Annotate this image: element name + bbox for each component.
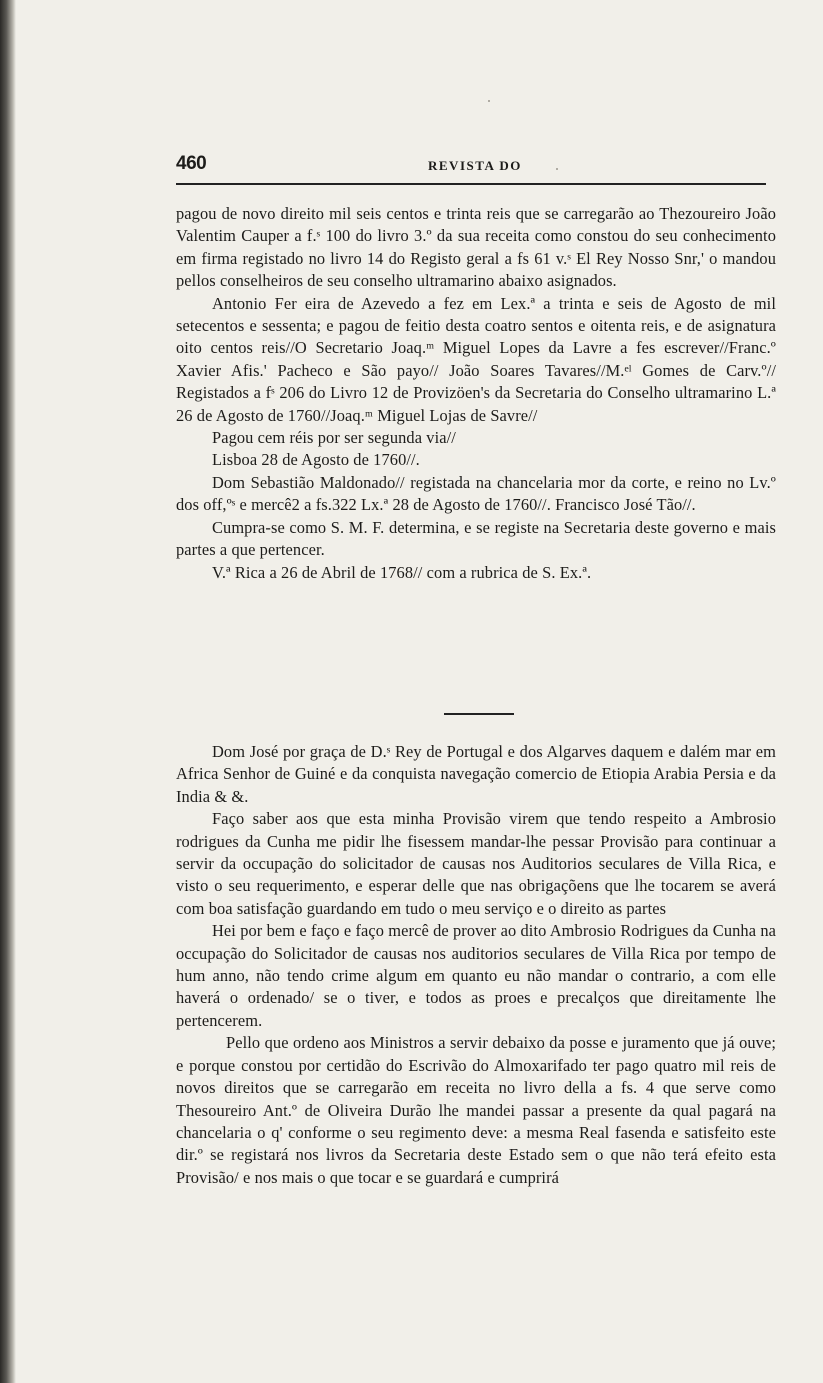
paragraph: V.ª Rica a 26 de Abril de 1768// com a rubrica de S. Ex.ª. bbox=[212, 562, 592, 582]
page-number: 460 bbox=[176, 153, 207, 174]
paragraph: pagou de novo direito mil seis centos e trinta reis que se carregarão ao Thezoureiro João Valentim Cauper a f.ˢ 100 do livro 3.º da sua receita como constou do seu conhecimento em firma registado no livro 14 do Registo geral a fs 61 v.ˢ El Rey Nosso Snr,' o mandou pellos conselheiros de seu conselho ultramarino abaixo asignados. bbox=[176, 204, 776, 291]
paragraph: Lisboa 28 de Agosto de 1760//. bbox=[212, 450, 420, 470]
paragraph: Pello que ordeno aos Ministros a servir debaixo da posse e juramento que já ouve; e porque constou por certidão do Escrivão do Almoxarifado ter pago quatro mil reis de novos direitos que se carregarão em receita no livro della a fs. 4 que serve como Thesoureiro Ant.º de Oliveira Durão lhe mandei passar a presente da qual pagará na chancelaria o q' conforme o seu regimento deve: a mesma Real fasenda e satisfeito este dir.º se registará nos livros da Secretaria deste Estado sem o que não terá efeito esta Provisão/ e nos mais o que tocar e se guardará e cumprirá bbox=[176, 1033, 776, 1187]
paragraph: Dom Sebastião Maldonado// registada na chancelaria mor da corte, e reino no Lv.º dos off,ºˢ e mercê2 a fs.322 Lx.ª 28 de Agosto de 1760//. Francisco José Tão//. bbox=[176, 472, 776, 515]
paragraph: Dom José por graça de D.ˢ Rey de Portugal e dos Algarves daquem e dalém mar em Africa Senhor de Guiné e da conquista navegação comercio de Etiopia Arabia Persia e da India & &. bbox=[176, 742, 776, 806]
document-1 bbox=[176, 203, 776, 584]
running-header bbox=[176, 153, 766, 177]
paragraph: Pagou cem réis por ser segunda via// bbox=[212, 428, 456, 448]
document-2 bbox=[176, 741, 776, 1189]
header-rule bbox=[176, 183, 766, 185]
paragraph: Faço saber aos que esta minha Provisão virem que tendo respeito a Ambrosio rodrigues da Cunha me pidir lhe fisessem mandar-lhe pessar Provisão para continuar a servir da occupação do solicitador de causas nos Auditorios seculares de Villa Rica, e visto o seu requerimento, e esperar delle que nas obrigaçõens que lhe tocarem se averá com boa satisfação guardando em tudo o meu serviço e o direito as partes bbox=[176, 809, 776, 918]
section-separator bbox=[444, 713, 514, 715]
book-binding-shadow bbox=[0, 0, 16, 1383]
paragraph: Antonio Fer eira de Azevedo a fez em Lex.ª a trinta e seis de Agosto de mil setecentos e sessenta; e pagou de feitio desta coatro sentos e oitenta reis, e de asignatura oito centos reis//O Secretario Joaq.ᵐ Miguel Lopes da Lavre a fes escrever//Franc.º Xavier Afis.' Pacheco e São payo// João Soares Tavares//M.ᵉˡ Gomes de Carv.º// Registados a fˢ 206 do Livro 12 de Provizöen's da Secretaria do Conselho ultramarino L.ª 26 de Agosto de 1760//Joaq.ᵐ Miguel Lojas de Savre// bbox=[176, 293, 776, 425]
running-title: REVISTA DO bbox=[428, 158, 522, 173]
paper-speck bbox=[488, 100, 490, 102]
paragraph: Cumpra-se como S. M. F. determina, e se registe na Secretaria deste governo e mais partes a que pertencer. bbox=[176, 517, 776, 560]
paragraph: Hei por bem e faço e faço mercê de prover ao dito Ambrosio Rodrigues da Cunha na occupação do Solicitador de causas nos auditorios seculares de Villa Rica por tempo de hum anno, não tendo crime algum em quanto eu não mandar o contrario, a com elle haverá o ordenado/ se o tiver, e todos as proes e precalços que direitamente lhe pertencerem. bbox=[176, 921, 776, 1030]
